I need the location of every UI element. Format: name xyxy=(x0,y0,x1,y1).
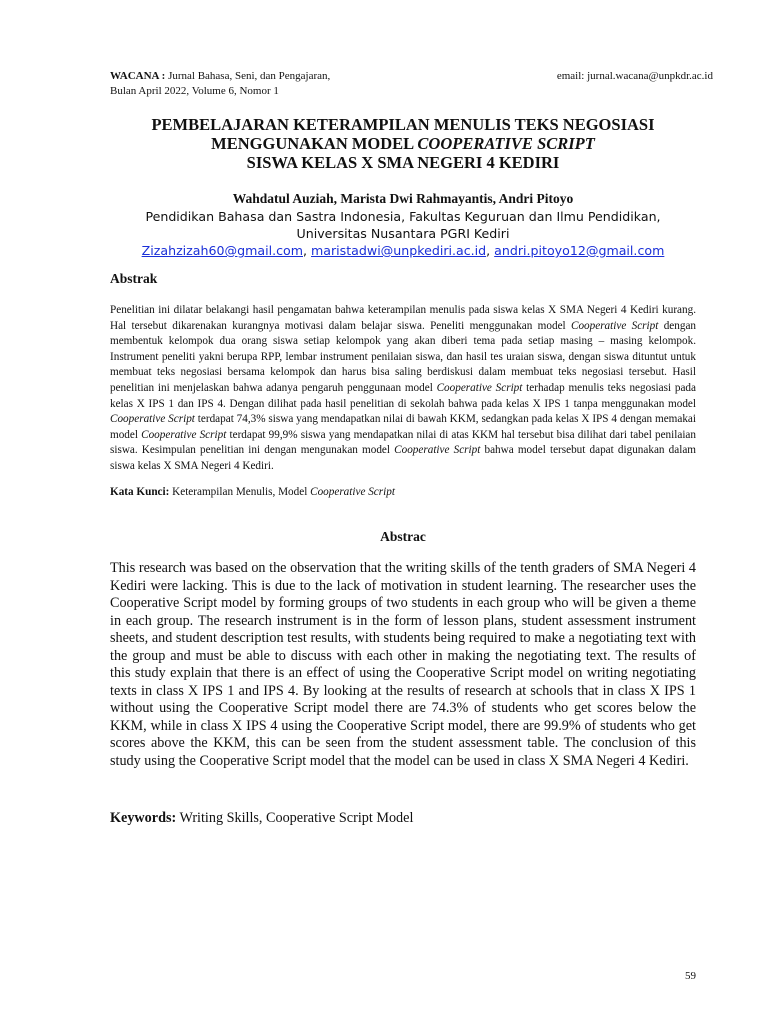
abstrak-text: dengan membentuk kelompok dua orang siswa setiap kelompok yang akan diberi tema pada setiap masing – masing kelompok. Instrument peneliti yakni berupa RPP, lembar instrument penilaian siswa, dan hasil tes uraian siswa, dengan siswa dituntut untuk membuat teks negosiasi bersama kelompok dan harus bisa saling berdiskusi dalam membuat teks negosiasi tersebut. Hasil penelitian ini menjelaskan bahwa adanya pengaruh penggunaan model xyxy=(110,319,696,394)
author-email-1[interactable]: Zizahzizah60@gmail.com xyxy=(141,243,303,258)
abstrak-italic-term: Cooperative Script xyxy=(570,319,659,332)
affiliation-line-2: Universitas Nusantara PGRI Kediri xyxy=(296,226,510,241)
author-names: Wahdatul Auziah, Marista Dwi Rahmayantis, Andri Pitoyo xyxy=(232,191,574,206)
keywords-label: Keywords: xyxy=(110,810,177,826)
title-line-1: PEMBELAJARAN KETERAMPILAN MENULIS TEKS NEGOSIASI xyxy=(151,115,655,134)
abstrak-italic-term: Cooperative Script xyxy=(110,413,195,426)
title-line-2-plain: MENGGUNAKAN MODEL xyxy=(211,134,418,153)
abstrak-italic-term: Cooperative Script xyxy=(141,428,227,441)
author-email-3[interactable]: andri.pitoyo12@gmail.com xyxy=(494,243,665,258)
title-line-3: SISWA KELAS X SMA NEGERI 4 KEDIRI xyxy=(246,153,560,172)
journal-title: Jurnal Bahasa, Seni, dan Pengajaran, xyxy=(168,70,331,82)
paper-title xyxy=(110,115,696,172)
author-email-2[interactable]: maristadwi@unpkediri.ac.id xyxy=(311,243,487,258)
abstrak-text: terdapat 74,3% siswa yang mendapatkan nilai di bawah KKM, sedangkan pada kelas X IPS 4 dengan memakai model xyxy=(110,413,696,441)
author-block xyxy=(110,190,696,259)
keywords xyxy=(110,810,413,827)
kata-kunci-italic: Cooperative Script xyxy=(310,486,395,498)
abstrak-text: terdapat 99,9% siswa yang mendapatkan nilai di atas KKM hal tersebut bisa dilihat dari tabel penilaian siswa. Kesimpulan penelitian ini dengan mengunakan model xyxy=(110,428,696,457)
author-emails xyxy=(110,242,696,259)
kata-kunci-value: Keterampilan Menulis, Model xyxy=(169,486,311,498)
title-line-2 xyxy=(110,134,696,153)
kata-kunci-label: Kata Kunci: xyxy=(110,486,170,498)
journal-issue: Bulan April 2022, Volume 6, Nomor 1 xyxy=(110,85,279,97)
abstrak-italic-term: Cooperative Script xyxy=(394,444,481,457)
journal-email: email: jurnal.wacana@unpkdr.ac.id xyxy=(556,70,713,82)
abstrak-text: bahwa model tersebut dapat digunakan dalam siswa kelas X SMA Negeri 4 Kediri. xyxy=(110,444,697,472)
page-number: 59 xyxy=(685,970,696,982)
abstract-heading: Abstrac xyxy=(380,529,426,544)
abstrak-text: Penelitian ini dilatar belakangi hasil pengamatan bahwa keterampilan menulis pada siswa kelas X SMA Negeri 4 Kediri kurang. Hal tersebut dikarenakan kurangnya motivasi dalam belajar siswa. Peneliti menggunakan model xyxy=(110,304,696,332)
title-line-2-italic: COOPERATIVE SCRIPT xyxy=(417,134,595,153)
abstrak-body xyxy=(110,303,696,475)
running-header xyxy=(110,69,713,99)
keywords-value: Writing Skills, Cooperative Script Model xyxy=(176,810,414,826)
abstrak-text: terhadap menulis teks negosiasi pada kelas X IPS 1 dan IPS 4. Dengan dilihat pada hasil penelitian di sekolah bahwa pada kelas X IPS 1 tanpa menggunakan model xyxy=(110,381,696,410)
email-separator: , xyxy=(486,243,495,258)
email-separator: , xyxy=(303,243,312,258)
abstract-body: This research was based on the observation that the writing skills of the tenth graders of SMA Negeri 4 Kediri were lacking. This is due to the lack of motivation in student learning. The researcher uses the Cooperative Script model by forming groups of two students in each group who will be given a theme in each group. The research instrument is in the form of lesson plans, student assessment instrument sheets, and student description test results, with students being required to make a negotiating text with the group and must be able to discuss with each other in making the negotiating text. The results of this study explain that there is an effect of using the Cooperative Script model on writing negotiating texts in class X IPS 1 and IPS 4. By looking at the results of research at schools that in class X IPS 1 without using the Cooperative Script model there are 74.3% of students who get scores below the KKM, while in class X IPS 4 using the Cooperative Script model, there are 99.9% of students who get scores above the KKM, this can be seen from the student assessment table. The conclusion of this study using the Cooperative Script model that the model can be used in class X SMA Negeri 4 Kediri. xyxy=(110,560,696,769)
journal-prefix: WACANA : xyxy=(110,70,166,82)
abstrak-italic-term: Cooperative Script xyxy=(436,381,523,394)
affiliation-line-1: Pendidikan Bahasa dan Sastra Indonesia, Fakultas Keguruan dan Ilmu Pendidikan, xyxy=(145,209,661,224)
kata-kunci xyxy=(110,486,395,498)
abstrak-heading: Abstrak xyxy=(110,271,158,286)
